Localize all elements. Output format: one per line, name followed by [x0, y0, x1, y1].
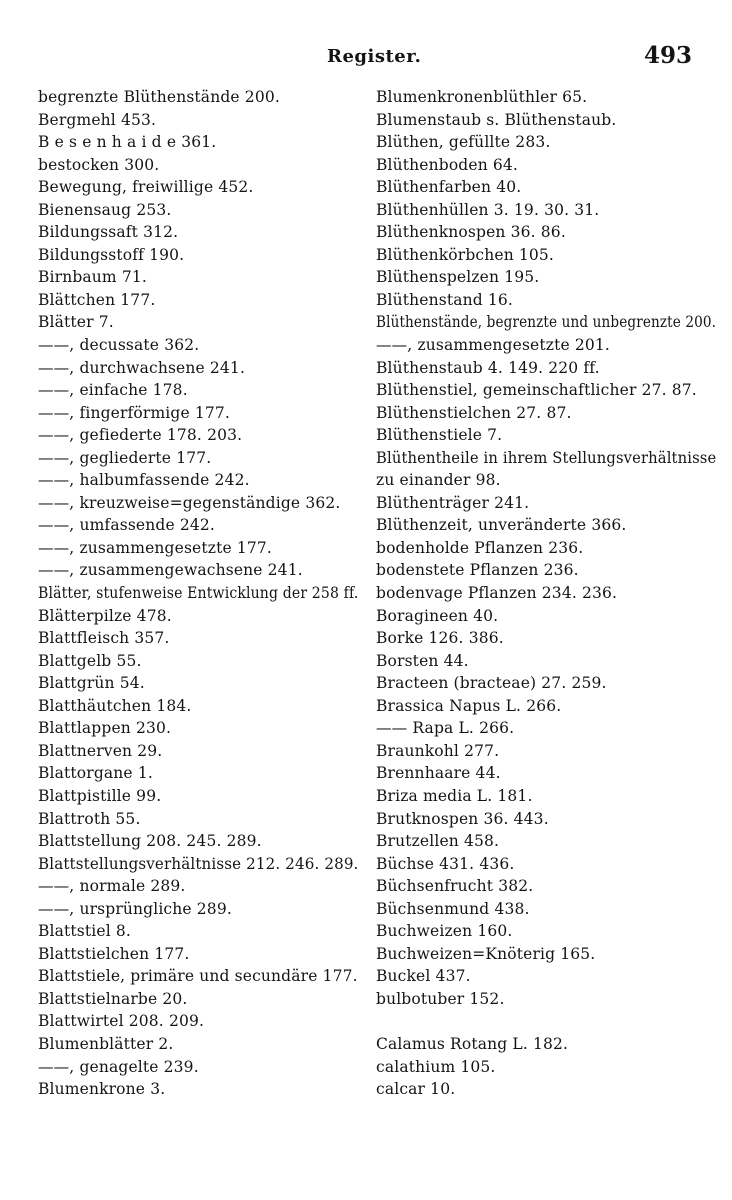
index-entry: ——, halbumfassende 242. — [38, 471, 250, 490]
index-entry: ——, kreuzweise=gegenständige 362. — [38, 493, 341, 512]
index-entry: bodenholde Pflanzen 236. — [376, 538, 584, 557]
index-entry: Briza media L. 181. — [376, 786, 533, 805]
index-entry: Blüthenfarben 40. — [376, 178, 522, 197]
index-entry: ——, einfache 178. — [38, 381, 188, 400]
index-entry: bodenstete Pflanzen 236. — [376, 561, 579, 580]
index-entry: Blattfleisch 357. — [38, 629, 170, 648]
index-entry: Blüthenspelzen 195. — [376, 268, 540, 287]
index-entry: ——, zusammengesetzte 177. — [38, 538, 272, 557]
index-entry: Blättchen 177. — [38, 290, 156, 309]
index-entry: Bienensaug 253. — [38, 200, 172, 219]
index-entry: ——, umfassende 242. — [38, 516, 215, 535]
index-entry: Blattstellungsverhältnisse 212. 246. 289. — [38, 854, 359, 873]
index-column-left — [38, 86, 358, 1101]
index-entry: Blätterpilze 478. — [38, 606, 172, 625]
index-entry: Blüthenstielchen 27. 87. — [376, 403, 572, 422]
index-entry: Bildungssaft 312. — [38, 223, 179, 242]
index-entry: Blumenkrone 3. — [38, 1080, 166, 1099]
index-entry: Brennhaare 44. — [376, 764, 501, 783]
index-entry: Blüthenstaub 4. 149. 220 ff. — [376, 358, 600, 377]
index-entry: Blätter 7. — [38, 313, 114, 332]
index-entry: begrenzte Blüthenstände 200. — [38, 88, 280, 106]
index-entry: Blattstiel 8. — [38, 922, 131, 941]
index-entry: Buchweizen=Knöterig 165. — [376, 944, 596, 963]
index-entry: Büchsenmund 438. — [376, 899, 530, 918]
index-entry: ——, gefiederte 178. 203. — [38, 426, 243, 445]
index-entry: B e s e n h a i d e 361. — [38, 133, 217, 152]
index-entry: calathium 105. — [376, 1057, 496, 1076]
index-entry: Blattpistille 99. — [38, 786, 162, 805]
index-entry: ——, genagelte 239. — [38, 1057, 199, 1076]
index-entry: Blüthenstand 16. — [376, 290, 514, 309]
index-entry: Blattstellung 208. 245. 289. — [38, 832, 262, 851]
index-entry: ——, ursprüngliche 289. — [38, 899, 232, 918]
index-entry: Bracteen (bracteae) 27. 259. — [376, 674, 607, 693]
index-entry: Blüthenboden 64. — [376, 155, 519, 174]
index-entry: —— Rapa L. 266. — [376, 719, 515, 738]
index-entry: Blumenblätter 2. — [38, 1034, 174, 1053]
index-entry: Buckel 437. — [376, 967, 471, 986]
index-entry: Braunkohl 277. — [376, 741, 500, 760]
index-entry: Blattstielchen 177. — [38, 944, 190, 963]
index-entry: Blattstielnarbe 20. — [38, 989, 188, 1008]
index-entry: Blüthenhüllen 3. 19. 30. 31. — [376, 200, 600, 219]
index-entry: Bewegung, freiwillige 452. — [38, 178, 254, 197]
index-entry: Blumenkronenblüthler 65. — [376, 88, 588, 106]
index-entry: Birnbaum 71. — [38, 268, 147, 287]
index-entry: Blattgelb 55. — [38, 651, 142, 670]
index-entry: Blüthenträger 241. — [376, 493, 530, 512]
index-entry: ——, decussate 362. — [38, 336, 200, 355]
index-entry: bulbotuber 152. — [376, 989, 505, 1008]
index-entry: zu einander 98. — [376, 471, 501, 490]
index-entry: Blüthenknospen 36. 86. — [376, 223, 566, 242]
index-entry: Blüthen, gefüllte 283. — [376, 133, 551, 152]
index-entry — [376, 1010, 716, 1033]
index-entry: Bildungsstoff 190. — [38, 245, 185, 264]
index-entry: Blattgrün 54. — [38, 674, 145, 693]
index-entry: Blätter, stufenweise Entwicklung der 258 ff. — [38, 584, 359, 603]
index-column-right — [376, 86, 716, 1101]
page-number: 493 — [643, 42, 692, 69]
index-entry: ——, normale 289. — [38, 877, 186, 896]
index-entry: ——, durchwachsene 241. — [38, 358, 246, 377]
index-entry: Büchse 431. 436. — [376, 854, 515, 873]
index-entry: Blumenstaub s. Blüthenstaub. — [376, 110, 617, 129]
index-entry: Blattstiele, primäre und secundäre 177. — [38, 967, 358, 986]
index-entry: Bergmehl 453. — [38, 110, 157, 129]
index-entry: Boragineen 40. — [376, 606, 499, 625]
index-entry: Calamus Rotang L. 182. — [376, 1034, 569, 1053]
index-entry: Blattlappen 230. — [38, 719, 172, 738]
index-entry: Blüthenkörbchen 105. — [376, 245, 555, 264]
index-entry: Brutknospen 36. 443. — [376, 809, 549, 828]
index-entry: Blatthäutchen 184. — [38, 696, 192, 715]
index-entry: bodenvage Pflanzen 234. 236. — [376, 584, 618, 603]
index-entry: ——, zusammengesetzte 201. — [376, 336, 610, 355]
index-entry: Büchsenfrucht 382. — [376, 877, 534, 896]
index-entry: calcar 10. — [376, 1080, 456, 1099]
index-entry: bestocken 300. — [38, 155, 160, 174]
index-entry: Blüthenzeit, unveränderte 366. — [376, 516, 627, 535]
index-entry: Brassica Napus L. 266. — [376, 696, 562, 715]
index-entry: Blüthenstände, begrenzte und unbegrenzte 200. — [376, 313, 717, 332]
index-entry: Borsten 44. — [376, 651, 469, 670]
index-entry: Buchweizen 160. — [376, 922, 513, 941]
index-entry: ——, zusammengewachsene 241. — [38, 561, 303, 580]
index-entry: ——, fingerförmige 177. — [38, 403, 231, 422]
index-entry: Blattwirtel 208. 209. — [38, 1012, 205, 1031]
index-entry: Blattroth 55. — [38, 809, 141, 828]
index-entry: ——, gegliederte 177. — [38, 448, 212, 467]
index-entry: Blattorgane 1. — [38, 764, 153, 783]
index-entry: Borke 126. 386. — [376, 629, 504, 648]
page-title: Register. — [327, 46, 422, 67]
index-entry: Blüthenstiel, gemeinschaftlicher 27. 87. — [376, 381, 697, 400]
index-entry: Blattnerven 29. — [38, 741, 163, 760]
running-head — [0, 40, 732, 74]
index-entry: Blüthentheile in ihrem Stellungsverhältnisse — [376, 448, 717, 467]
index-entry: Blüthenstiele 7. — [376, 426, 503, 445]
index-entry: Brutzellen 458. — [376, 832, 500, 851]
